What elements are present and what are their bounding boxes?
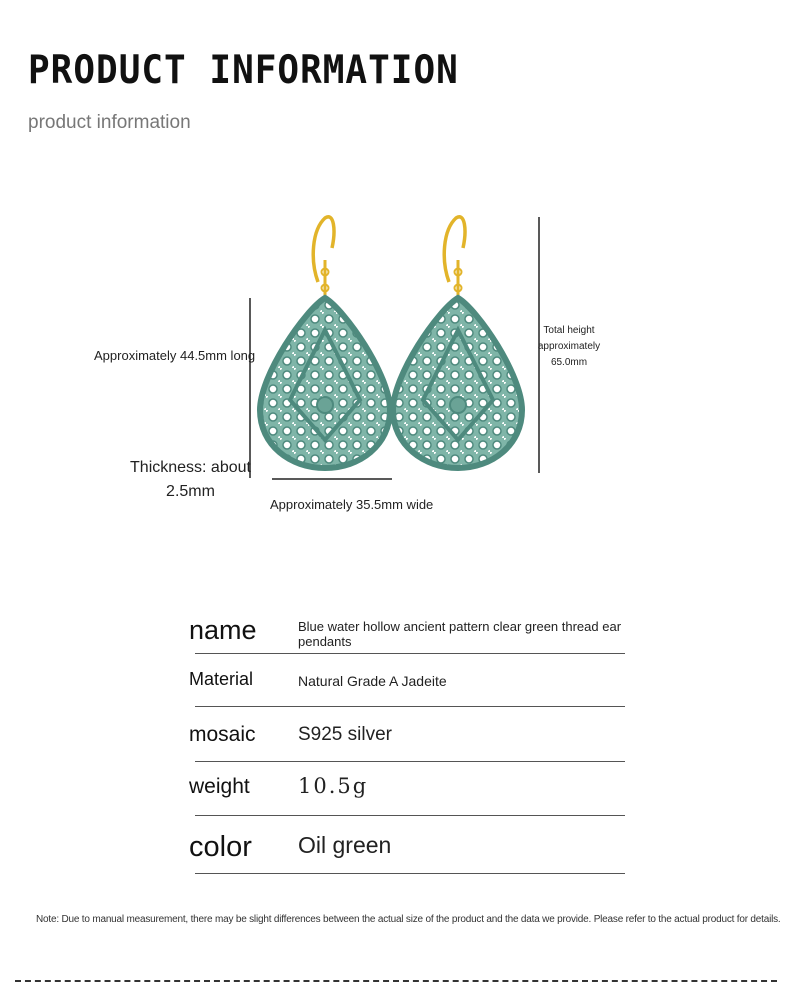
spec-row-weight [189,762,625,816]
spec-row-color [189,816,625,874]
earrings-illustration [0,200,790,540]
thickness-label: Thickness: about 2.5mm [130,459,251,500]
page-title: PRODUCT INFORMATION [28,47,459,94]
spec-label: color [189,831,252,863]
spec-row-mosaic [189,707,625,762]
page-subtitle: product information [28,112,191,133]
measurement-note: Note: Due to manual measurement, there may be slight differences between the actual size of the product and the data we provide. Please refer to the actual product for details. [36,914,781,925]
spec-value: S925 silver [298,724,392,745]
spec-value: Natural Grade A Jadeite [298,673,447,689]
width-label: Approximately 35.5mm wide [270,497,434,512]
spec-row-name [189,605,625,654]
length-label: Approximately 44.5mm long [94,348,256,363]
spec-label: weight [189,775,250,798]
spec-label: name [189,615,257,645]
right-earring [393,217,522,468]
spec-table [185,605,625,874]
left-earring [260,217,390,468]
dashed-divider [15,980,777,982]
spec-label: Material [189,669,254,689]
spec-row-material [189,654,625,707]
spec-label: mosaic [189,723,256,746]
spec-value: Blue water hollow ancient pattern clear green thread ear pendants [298,619,622,649]
total-height-label: Total height approximately 65.0mm [537,325,601,368]
spec-value: 10.5g [298,774,369,798]
spec-value: Oil green [298,832,392,858]
product-dimension-figure [0,200,790,540]
